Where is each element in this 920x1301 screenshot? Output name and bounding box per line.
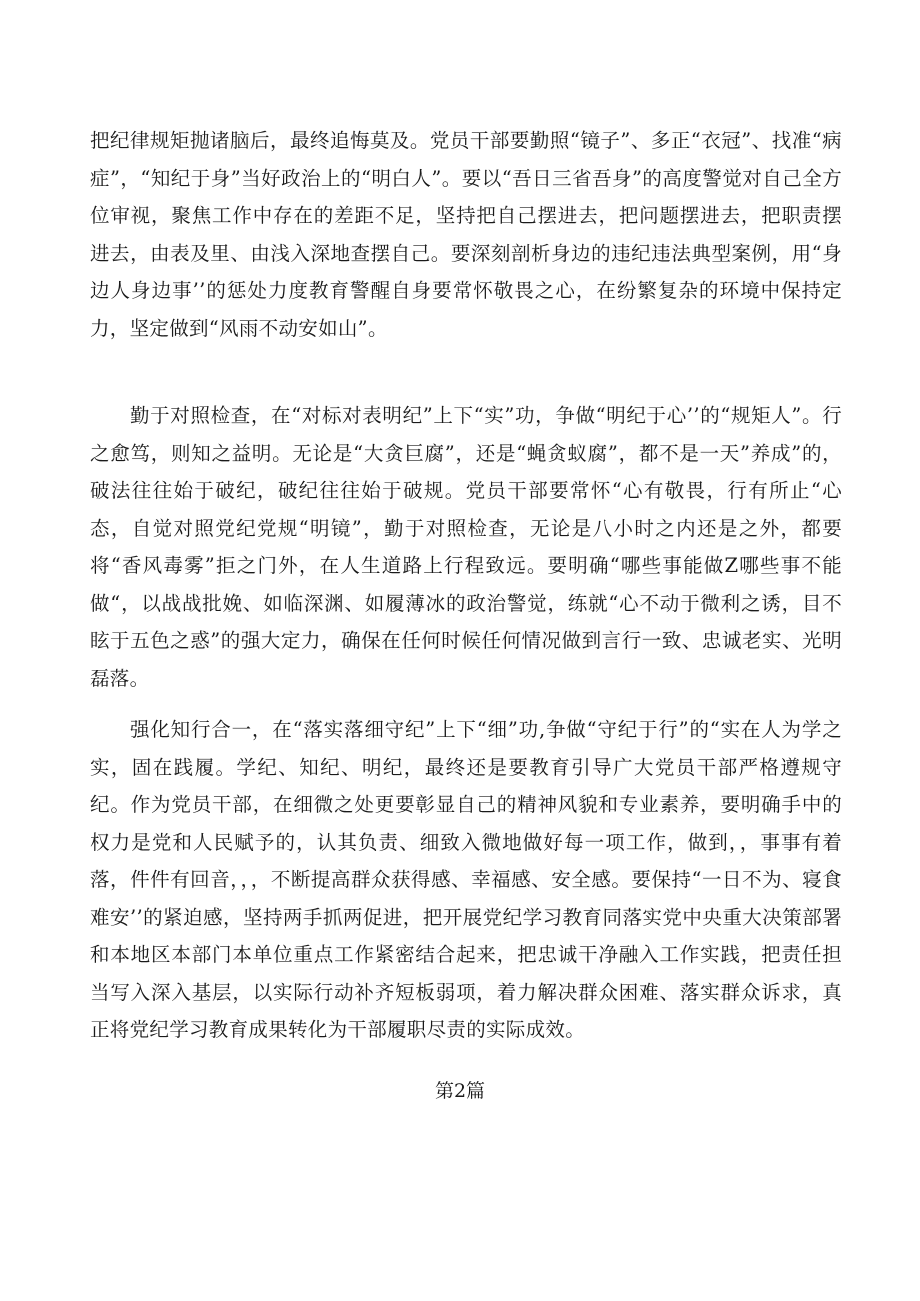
section-heading: 第2篇 bbox=[434, 1080, 486, 1102]
body-paragraph-3: 强化知行合一，在“落实落细守纪”上下“细”功,争做“守纪于行”的“实在人为学之实，固在践履。学纪、知纪、明纪，最终还是要教育引导广大党员干部严格遵规守纪。作为党员干部，在细微之处更要彰显自己的精神风貌和专业素养，要明确手中的权力是党和人民赋予的，认其负责、细致入微地做好每一项工作，做到，，事事有着落，件件有回音，，，不断提高群众获得感、幸福感、安全感。要保持“一日不为、寝食难安’’的紧迫感，坚持两手抓两促进，把开展党纪学习教育同落实党中央重大决策部署和本地区本部门本单位重点工作紧密结合起来，把忠诚干净融入工作实践，把责任担当写入深入基层，以实际行动补齐短板弱项，着力解决群众困难、落实群众诉求，真正将党纪学习教育成果转化为干部履职尽责的实际成效。 bbox=[90, 718, 842, 1041]
body-paragraph-2: 勤于对照检查，在“对标对表明纪”上下“实”功，争做“明纪于心’’的“规矩人”。行之愈笃，则知之益明。无论是“大贪巨腐”，还是“蝇贪蚁腐”，都不是一天”养成”的，破法往往始于破纪，破纪往往始于破规。党员干部要常怀“心有敬畏，行有所止“心态，自觉对照党纪党规“明镜”，勤于对照检查，无论是八小时之内还是之外，都要将“香风毒雾”拒之门外，在人生道路上行程致远。要明确“哪些事能做Z哪些事不能做“，以战战批娩、如临深渊、如履薄冰的政治警觉，练就“心不动于微利之诱，目不眩于五色之惑”的强大定力，确保在任何时候任何情况做到言行一致、忠诚老实、光明磊落。 bbox=[90, 404, 842, 690]
body-paragraph-1: 把纪律规矩抛诸脑后，最终追悔莫及。党员干部要勤照“镜子”、多正“衣冠”、找准“病症”，“知纪于身”当好政治上的“明白人”。要以“吾日三省吾身”的高度警觉对自己全方位审视，聚焦工作中存在的差距不足，坚持把自己摆进去，把问题摆进去，把职责摆进去，由表及里、由浅入深地查摆自己。要深刻剖析身边的违纪违法典型案例，用“身边人身边事’’的惩处力度教育警醒自身要常怀敬畏之心，在纷繁复杂的环境中保持定力，坚定做到“风雨不动安如山”。 bbox=[90, 129, 842, 340]
